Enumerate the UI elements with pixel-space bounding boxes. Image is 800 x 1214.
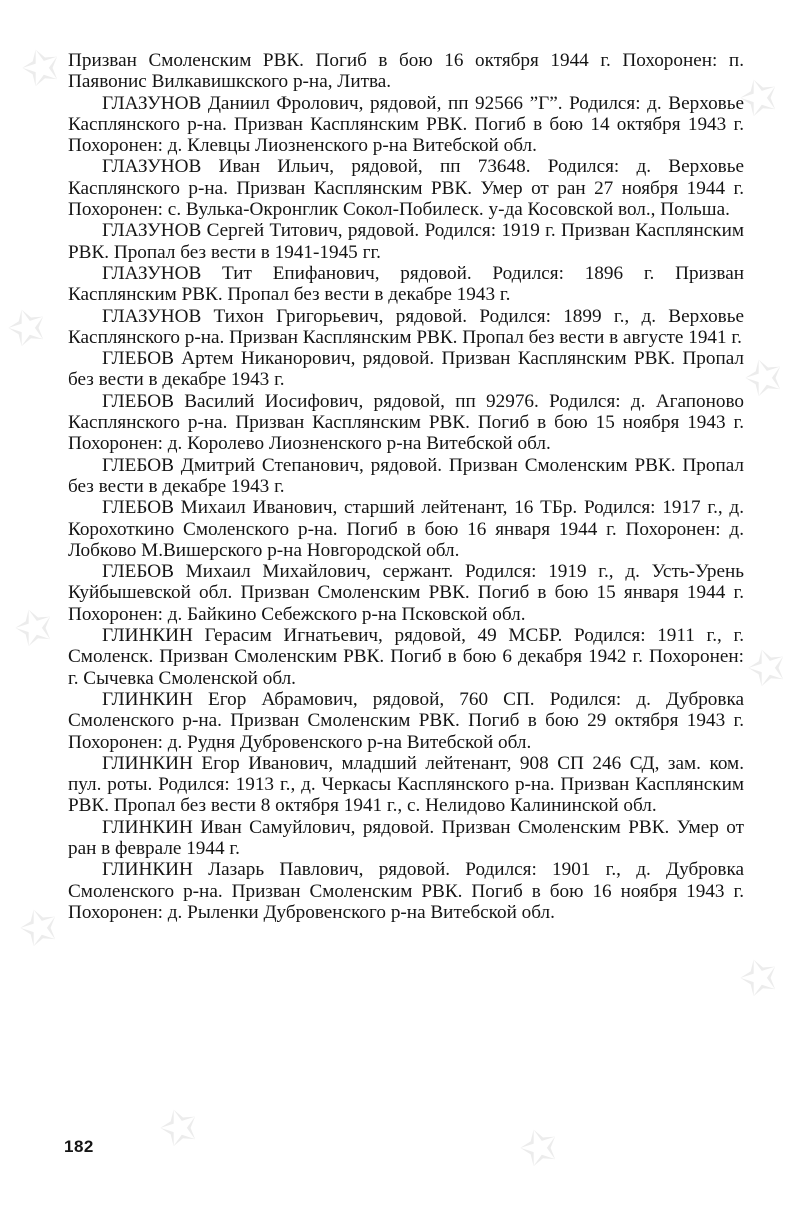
entry-paragraph: ГЛЕБОВ Михаил Иванович, старший лейтенант, 16 ТБр. Родился: 1917 г., д. Корохоткино Смоленского р-на. Погиб в бою 16 января 1944 г. Похоронен: д. Лобково М.Вишерского р-на Новгородской обл. bbox=[68, 497, 744, 561]
document-body bbox=[68, 50, 744, 923]
page-number: 182 bbox=[64, 1137, 94, 1156]
entry-paragraph: ГЛИНКИН Лазарь Павлович, рядовой. Родился: 1901 г., д. Дубровка Смоленского р-на. Призван Смоленским РВК. Погиб в бою 16 ноября 1943 г. Похоронен: д. Рыленки Дубровенского р-на Витебской обл. bbox=[68, 859, 744, 923]
entry-paragraph: ГЛАЗУНОВ Иван Ильич, рядовой, пп 73648. Родился: д. Верховье Касплянского р-на. Призван Касплянским РВК. Умер от ран 27 ноября 1944 г. Похоронен: с. Вулька-Окронглик Сокол-Побилеск. у-да Косовской вол., Польша. bbox=[68, 156, 744, 221]
entry-paragraph: ГЛИНКИН Герасим Игнатьевич, рядовой, 49 МСБР. Родился: 1911 г., г. Смоленск. Призван Смоленским РВК. Погиб в бою 6 декабря 1942 г. Похоронен: г. Сычевка Смоленской обл. bbox=[68, 625, 744, 689]
entry-paragraph: Призван Смоленским РВК. Погиб в бою 16 октября 1944 г. Похоронен: п. Паявонис Вилкавишкского р-на, Литва. bbox=[68, 50, 744, 93]
entry-paragraph: ГЛЕБОВ Михаил Михайлович, сержант. Родился: 1919 г., д. Усть-Урень Куйбышевской обл. Призван Смоленским РВК. Погиб в бою 15 января 1944 г. Похоронен: д. Байкино Себежского р-на Псковской обл. bbox=[68, 561, 744, 625]
entry-paragraph: ГЛАЗУНОВ Тихон Григорьевич, рядовой. Родился: 1899 г., д. Верховье Касплянского р-на. Призван Касплянским РВК. Пропал без вести в августе 1941 г. bbox=[68, 305, 744, 348]
entry-paragraph: ГЛАЗУНОВ Даниил Фролович, рядовой, пп 92566 ”Г”. Родился: д. Верховье Касплянского р-на. Призван Касплянским РВК. Погиб в бою 14 октября 1943 г. Похоронен: д. Клевцы Лиозненского р-на Витебской обл. bbox=[68, 92, 744, 157]
entry-paragraph: ГЛАЗУНОВ Тит Епифанович, рядовой. Родился: 1896 г. Призван Касплянским РВК. Пропал без вести в декабре 1943 г. bbox=[68, 262, 744, 306]
entry-paragraph: ГЛЕБОВ Василий Иосифович, рядовой, пп 92976. Родился: д. Агапоново Касплянского р-на. Призван Касплянским РВК. Погиб в бою 15 ноября 1943 г. Похоронен: д. Королево Лиозненского р-на Витебской обл. bbox=[68, 390, 744, 455]
entry-paragraph: ГЛАЗУНОВ Сергей Титович, рядовой. Родился: 1919 г. Призван Касплянским РВК. Пропал без вести в 1941-1945 гг. bbox=[68, 220, 744, 263]
entry-paragraph: ГЛИНКИН Егор Иванович, младший лейтенант, 908 СП 246 СД, зам. ком. пул. роты. Родился: 1913 г., д. Черкасы Касплянского р-на. Призван Касплянским РВК. Пропал без вести 8 октября 1941 г., с. Нелидово Калининской обл. bbox=[68, 752, 744, 817]
entry-paragraph: ГЛИНКИН Иван Самуйлович, рядовой. Призван Смоленским РВК. Умер от ран в феврале 1944 г. bbox=[68, 816, 744, 859]
entry-paragraph: ГЛИНКИН Егор Абрамович, рядовой, 760 СП. Родился: д. Дубровка Смоленского р-на. Призван Смоленским РВК. Погиб в бою 29 октября 1943 г. Похоронен: д. Рудня Дубровенского р-на Витебской обл. bbox=[68, 688, 744, 753]
star-watermark-pattern: ✩ ✩ ✩ ✩ ✩ ✩ ✩ ✩ ✩ ✩ bbox=[0, 35, 794, 1179]
entry-paragraph: ГЛЕБОВ Артем Никанорович, рядовой. Призван Касплянским РВК. Пропал без вести в декабре 1943 г. bbox=[68, 348, 744, 391]
entry-paragraph: ГЛЕБОВ Дмитрий Степанович, рядовой. Призван Смоленским РВК. Пропал без вести в декабре 1943 г. bbox=[68, 454, 744, 497]
